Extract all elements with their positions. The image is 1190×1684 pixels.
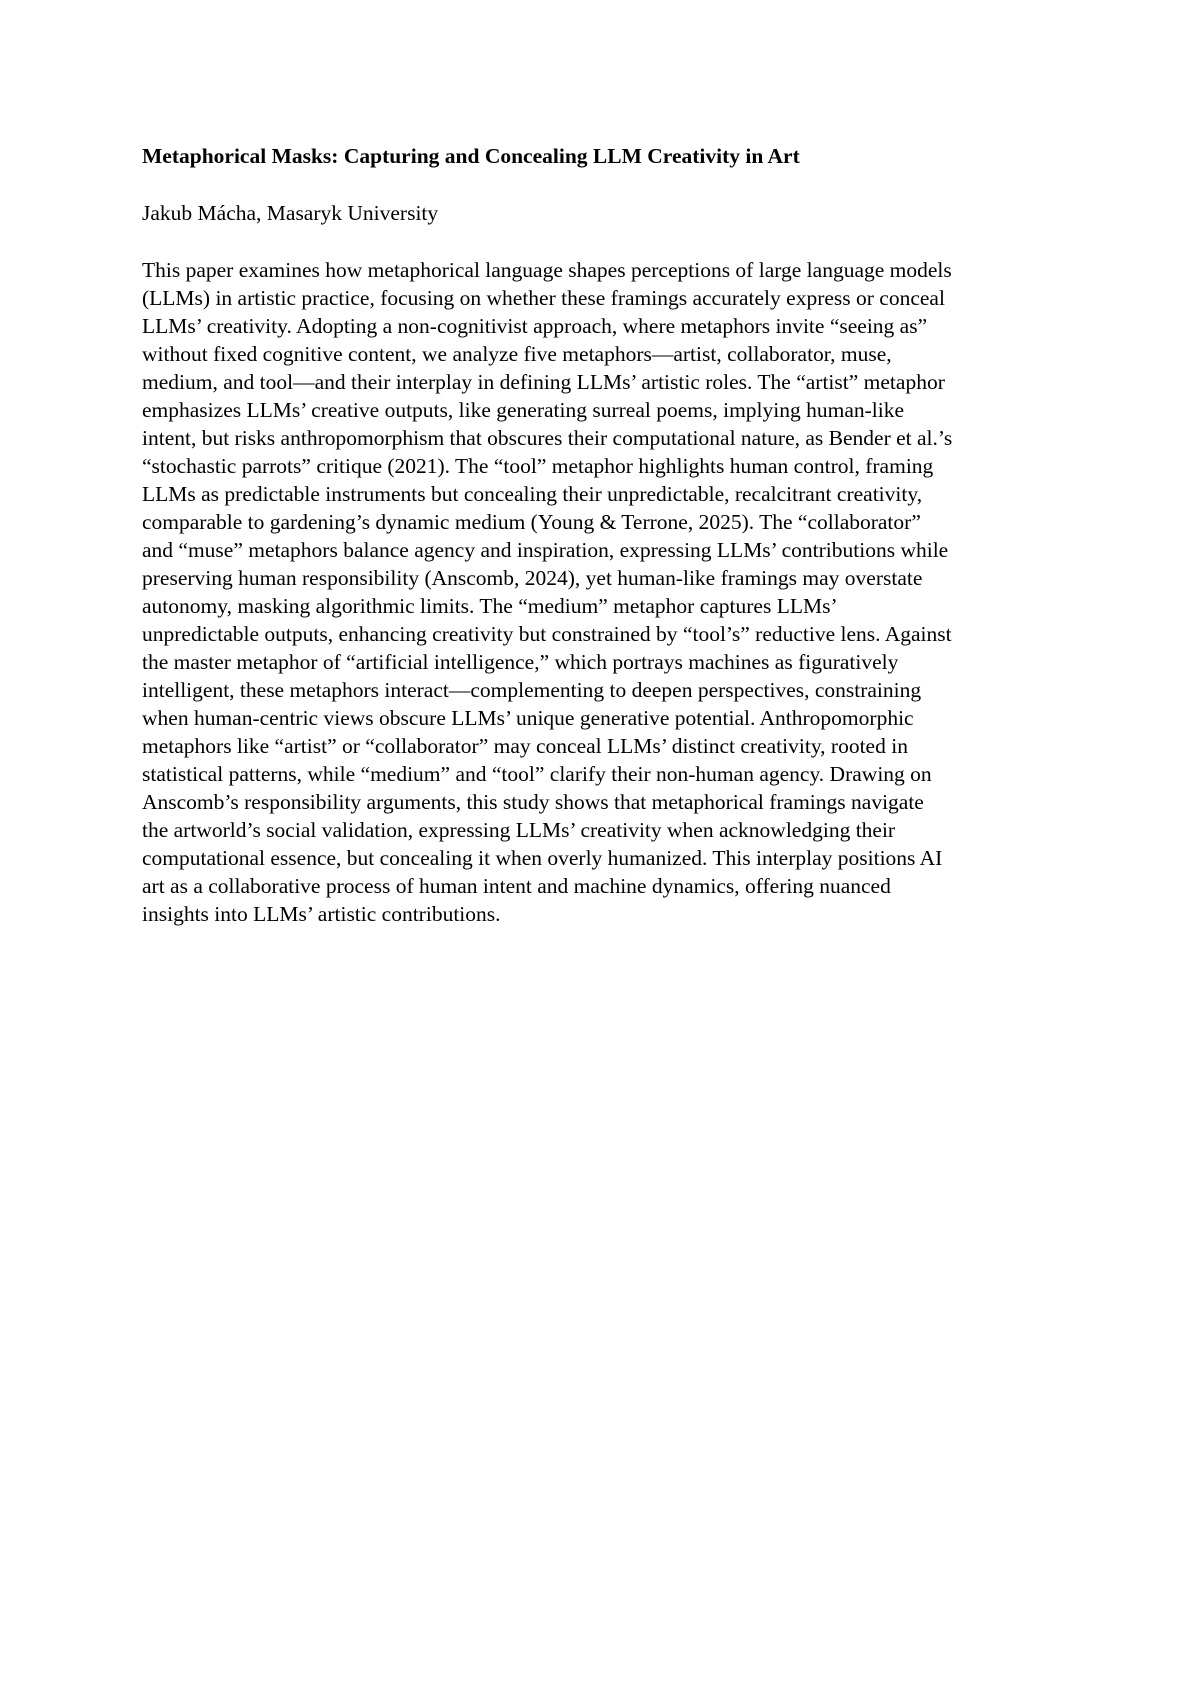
- abstract-line: statistical patterns, while “medium” and “tool” clarify their non-human agency. Drawing on: [142, 762, 932, 786]
- abstract-line: without fixed cognitive content, we analyze five metaphors—artist, collaborator, muse,: [142, 342, 892, 366]
- abstract-line: Anscomb’s responsibility arguments, this study shows that metaphorical framings navigate: [142, 790, 924, 814]
- abstract-line: intent, but risks anthropomorphism that obscures their computational nature, as Bender et al.’s: [142, 426, 953, 450]
- paper-title: Metaphorical Masks: Capturing and Concealing LLM Creativity in Art: [142, 144, 800, 168]
- abstract-paragraph: [142, 256, 1062, 928]
- abstract-line: metaphors like “artist” or “collaborator” may conceal LLMs’ distinct creativity, rooted in: [142, 734, 908, 758]
- abstract-line: the artworld’s social validation, expressing LLMs’ creativity when acknowledging their: [142, 818, 896, 842]
- abstract-line: the master metaphor of “artificial intelligence,” which portrays machines as figuratively: [142, 650, 899, 674]
- abstract-line: when human-centric views obscure LLMs’ unique generative potential. Anthropomorphic: [142, 706, 914, 730]
- abstract-line: insights into LLMs’ artistic contributions.: [142, 902, 501, 926]
- abstract-line: autonomy, masking algorithmic limits. The “medium” metaphor captures LLMs’: [142, 594, 838, 618]
- abstract-line: art as a collaborative process of human intent and machine dynamics, offering nuanced: [142, 874, 891, 898]
- abstract-line: “stochastic parrots” critique (2021). The “tool” metaphor highlights human control, framing: [142, 454, 934, 478]
- author-affiliation: Jakub Mácha, Masaryk University: [142, 201, 439, 225]
- abstract-line: comparable to gardening’s dynamic medium (Young & Terrone, 2025). The “collaborator”: [142, 510, 921, 534]
- abstract-line: LLMs as predictable instruments but concealing their unpredictable, recalcitrant creativity,: [142, 482, 923, 506]
- abstract-line: preserving human responsibility (Anscomb, 2024), yet human-like framings may overstate: [142, 566, 923, 590]
- abstract-line: computational essence, but concealing it when overly humanized. This interplay positions AI: [142, 846, 943, 870]
- abstract-line: emphasizes LLMs’ creative outputs, like generating surreal poems, implying human-like: [142, 398, 905, 422]
- abstract-line: LLMs’ creativity. Adopting a non-cognitivist approach, where metaphors invite “seeing as”: [142, 314, 928, 338]
- abstract-line: This paper examines how metaphorical language shapes perceptions of large language models: [142, 258, 952, 282]
- abstract-line: (LLMs) in artistic practice, focusing on whether these framings accurately express or conceal: [142, 286, 945, 310]
- abstract-line: unpredictable outputs, enhancing creativity but constrained by “tool’s” reductive lens. Against: [142, 622, 952, 646]
- abstract-line: intelligent, these metaphors interact—complementing to deepen perspectives, constraining: [142, 678, 922, 702]
- abstract-line: and “muse” metaphors balance agency and inspiration, expressing LLMs’ contributions while: [142, 538, 949, 562]
- abstract-line: medium, and tool—and their interplay in defining LLMs’ artistic roles. The “artist” metaphor: [142, 370, 945, 394]
